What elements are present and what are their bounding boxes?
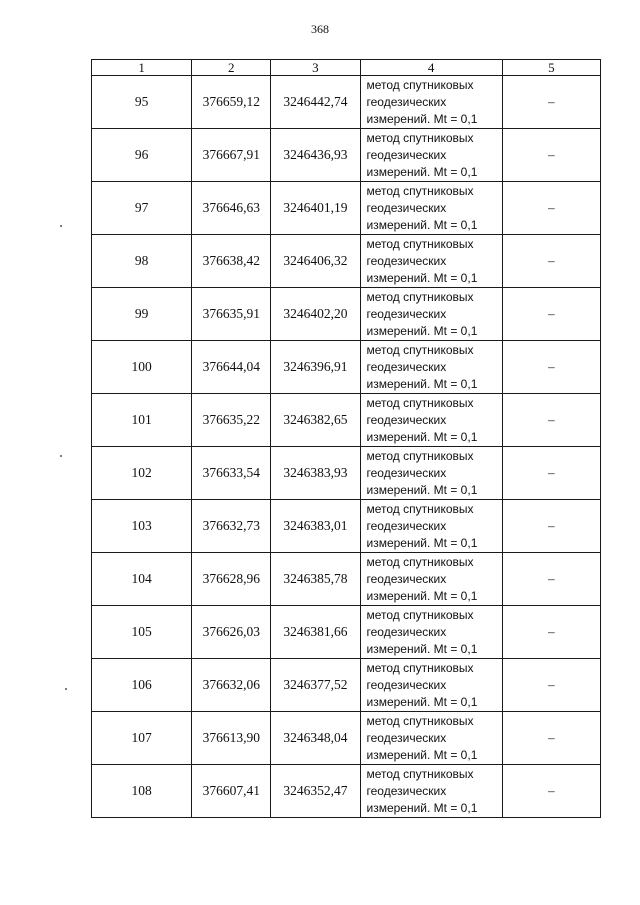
method-line: измерений. Mt = 0,1 [366,429,478,444]
x-coordinate-cell: 376633,54 [192,447,271,500]
method-line: метод спутниковых [366,766,474,781]
method-line: метод спутниковых [366,77,474,92]
method-line: метод спутниковых [366,607,474,622]
note-cell: – [502,447,600,500]
method-cell [360,129,502,182]
point-number-cell: 101 [92,394,192,447]
point-number-cell: 103 [92,500,192,553]
y-coordinate-cell: 3246382,65 [271,394,360,447]
method-line: метод спутниковых [366,183,474,198]
scan-speck [60,455,62,457]
x-coordinate-cell: 376635,22 [192,394,271,447]
method-line: измерений. Mt = 0,1 [366,270,478,285]
method-cell [360,182,502,235]
note-cell: – [502,712,600,765]
note-cell: – [502,606,600,659]
method-cell [360,447,502,500]
table-row [92,765,601,818]
note-cell: – [502,341,600,394]
table-row [92,182,601,235]
note-cell: – [502,394,600,447]
method-line: геодезических [366,306,447,321]
method-line: измерений. Mt = 0,1 [366,376,478,391]
method-line: измерений. Mt = 0,1 [366,217,478,232]
method-line: измерений. Mt = 0,1 [366,164,478,179]
method-line: геодезических [366,359,447,374]
method-line: метод спутниковых [366,660,474,675]
x-coordinate-cell: 376635,91 [192,288,271,341]
table-row [92,341,601,394]
method-cell [360,712,502,765]
method-line: метод спутниковых [366,342,474,357]
point-number-cell: 100 [92,341,192,394]
method-line: измерений. Mt = 0,1 [366,588,478,603]
y-coordinate-cell: 3246383,01 [271,500,360,553]
method-line: метод спутниковых [366,236,474,251]
method-line: измерений. Mt = 0,1 [366,800,478,815]
header-col-5: 5 [502,60,600,76]
y-coordinate-cell: 3246383,93 [271,447,360,500]
method-line: метод спутниковых [366,713,474,728]
table-body [92,76,601,818]
point-number-cell: 99 [92,288,192,341]
method-cell [360,394,502,447]
method-cell [360,500,502,553]
page-number: 368 [311,22,329,36]
method-line: геодезических [366,677,447,692]
header-col-3: 3 [271,60,360,76]
note-cell: – [502,235,600,288]
scan-speck [65,688,67,690]
x-coordinate-cell: 376613,90 [192,712,271,765]
method-line: измерений. Mt = 0,1 [366,482,478,497]
point-number-cell: 98 [92,235,192,288]
y-coordinate-cell: 3246442,74 [271,76,360,129]
point-number-cell: 106 [92,659,192,712]
header-col-2: 2 [192,60,271,76]
method-line: измерений. Mt = 0,1 [366,747,478,762]
note-cell: – [502,129,600,182]
x-coordinate-cell: 376632,73 [192,500,271,553]
method-cell [360,553,502,606]
method-line: метод спутниковых [366,501,474,516]
x-coordinate-cell: 376607,41 [192,765,271,818]
point-number-cell: 105 [92,606,192,659]
table-row [92,235,601,288]
method-cell [360,235,502,288]
method-cell [360,659,502,712]
method-line: метод спутниковых [366,395,474,410]
method-line: геодезических [366,518,447,533]
x-coordinate-cell: 376659,12 [192,76,271,129]
method-cell [360,76,502,129]
y-coordinate-cell: 3246402,20 [271,288,360,341]
scan-speck [60,225,62,227]
method-line: геодезических [366,624,447,639]
note-cell: – [502,765,600,818]
point-number-cell: 104 [92,553,192,606]
x-coordinate-cell: 376667,91 [192,129,271,182]
point-number-cell: 97 [92,182,192,235]
x-coordinate-cell: 376632,06 [192,659,271,712]
method-line: измерений. Mt = 0,1 [366,535,478,550]
y-coordinate-cell: 3246406,32 [271,235,360,288]
table-header [92,60,601,76]
note-cell: – [502,288,600,341]
header-col-1: 1 [92,60,192,76]
header-row [92,60,601,76]
method-line: геодезических [366,94,447,109]
table-row [92,712,601,765]
header-col-4: 4 [360,60,502,76]
coordinates-table [91,59,601,818]
point-number-cell: 95 [92,76,192,129]
y-coordinate-cell: 3246352,47 [271,765,360,818]
method-line: геодезических [366,253,447,268]
method-line: измерений. Mt = 0,1 [366,694,478,709]
method-line: геодезических [366,412,447,427]
y-coordinate-cell: 3246436,93 [271,129,360,182]
point-number-cell: 107 [92,712,192,765]
method-line: геодезических [366,200,447,215]
note-cell: – [502,659,600,712]
note-cell: – [502,553,600,606]
method-cell [360,765,502,818]
note-cell: – [502,182,600,235]
method-line: метод спутниковых [366,448,474,463]
note-cell: – [502,500,600,553]
method-cell [360,288,502,341]
x-coordinate-cell: 376644,04 [192,341,271,394]
method-line: геодезических [366,571,447,586]
point-number-cell: 102 [92,447,192,500]
point-number-cell: 108 [92,765,192,818]
table-row [92,447,601,500]
method-line: метод спутниковых [366,130,474,145]
method-line: измерений. Mt = 0,1 [366,323,478,338]
table-row [92,659,601,712]
method-cell [360,341,502,394]
x-coordinate-cell: 376646,63 [192,182,271,235]
point-number-cell: 96 [92,129,192,182]
method-line: измерений. Mt = 0,1 [366,641,478,656]
table-row [92,553,601,606]
table-row [92,288,601,341]
note-cell: – [502,76,600,129]
table-row [92,76,601,129]
table-row [92,129,601,182]
x-coordinate-cell: 376628,96 [192,553,271,606]
y-coordinate-cell: 3246401,19 [271,182,360,235]
method-line: измерений. Mt = 0,1 [366,111,478,126]
table-row [92,606,601,659]
x-coordinate-cell: 376638,42 [192,235,271,288]
method-line: геодезических [366,147,447,162]
method-line: геодезических [366,465,447,480]
x-coordinate-cell: 376626,03 [192,606,271,659]
y-coordinate-cell: 3246348,04 [271,712,360,765]
method-line: геодезических [366,783,447,798]
method-line: метод спутниковых [366,289,474,304]
y-coordinate-cell: 3246381,66 [271,606,360,659]
method-line: метод спутниковых [366,554,474,569]
method-line: геодезических [366,730,447,745]
table-row [92,500,601,553]
y-coordinate-cell: 3246396,91 [271,341,360,394]
y-coordinate-cell: 3246385,78 [271,553,360,606]
y-coordinate-cell: 3246377,52 [271,659,360,712]
table-row [92,394,601,447]
method-cell [360,606,502,659]
